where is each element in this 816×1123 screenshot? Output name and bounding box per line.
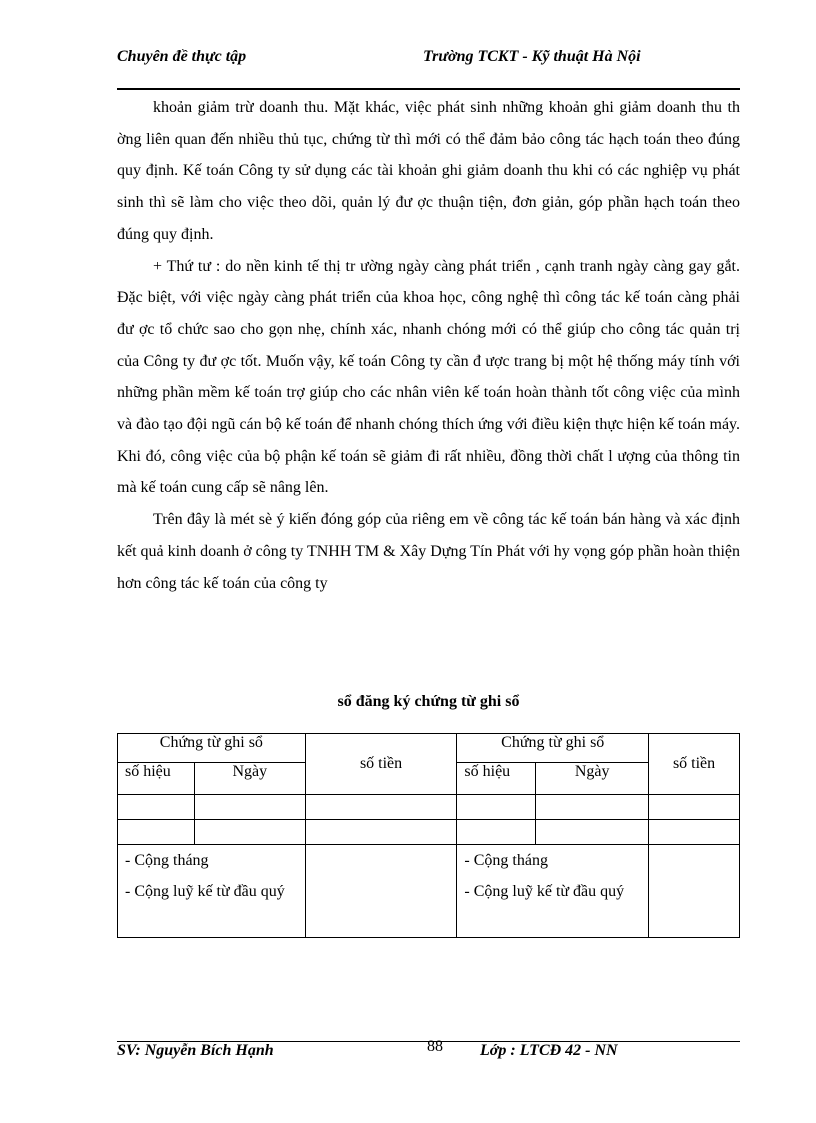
paragraph-3: Trên đây là mét sè ý kiến đóng góp của riêng em về công tác kế toán bán hàng và xác định kết quả kinh doanh ở công ty TNHH TM & Xây Dựng Tín Phát với hy vọng góp phần hoàn thiện hơn công tác kế toán của công ty	[117, 511, 740, 592]
page-footer	[117, 1038, 740, 1068]
header-divider	[117, 88, 740, 90]
table-cell	[649, 795, 740, 820]
cumulative-total-label: - Cộng luỹ kế từ đầu quý	[464, 883, 625, 900]
footer-student-name: SV: Nguyễn Bích Hạnh	[117, 1042, 274, 1059]
register-table	[117, 733, 740, 938]
date-header-left: Ngày	[194, 763, 305, 795]
summary-cell-right	[457, 845, 649, 938]
monthly-total-label: - Cộng tháng	[125, 852, 209, 869]
table-header-row	[118, 734, 740, 763]
group-header-right: Chứng từ ghi sổ	[457, 734, 649, 763]
table-cell	[649, 820, 740, 845]
summary-cell-left	[118, 845, 306, 938]
summary-row	[118, 845, 740, 938]
page-number: 88	[427, 1038, 443, 1055]
table-cell	[118, 795, 195, 820]
group-header-left: Chứng từ ghi sổ	[118, 734, 306, 763]
table-cell	[457, 820, 536, 845]
register-table-title: sổ đăng ký chứng từ ghi sổ	[337, 693, 520, 710]
date-header-right: Ngày	[536, 763, 649, 795]
header-school-name: Trường TCKT - Kỹ thuật Hà Nội	[423, 48, 641, 65]
amount-header-left: số tiền	[305, 734, 457, 795]
paragraph-2: + Thứ tư : do nền kinh tế thị tr ường ngày càng phát triển , cạnh tranh ngày càng gay gắt. Đặc biệt, với việc ngày càng phát triển của khoa học, công nghệ thì công tác kế toán càng phải đư ợc tổ chức sao cho gọn nhẹ, chính xác, nhanh chóng mới có thể giúp cho công tác quản trị của Công ty đư ợc tốt. Muốn vậy, kế toán Công ty cần đ ược trang bị một hệ thống máy tính với những phần mềm kế toán trợ giúp cho các nhân viên kế toán hoàn thành tốt công việc của mình và đào tạo đội ngũ cán bộ kế toán để nhanh chóng thích ứng với điều kiện thực hiện kế toán máy. Khi đó, công việc của bộ phận kế toán sẽ giảm đi rất nhiều, đồng thời chất l ượng của thông tin mà kế toán cung cấp sẽ nâng lên.	[117, 257, 740, 497]
table-cell	[194, 795, 305, 820]
body-text	[117, 92, 740, 599]
summary-amount-left	[305, 845, 457, 938]
summary-amount-right	[649, 845, 740, 938]
table-cell	[118, 820, 195, 845]
table-cell	[194, 820, 305, 845]
footer-class-name: Lớp : LTCĐ 42 - NN	[480, 1042, 618, 1059]
number-header-right: số hiệu	[457, 763, 536, 795]
header-report-title: Chuyên đề thực tập	[117, 48, 247, 65]
table-row	[118, 820, 740, 845]
table-cell	[305, 795, 457, 820]
table-cell	[305, 820, 457, 845]
cumulative-total-label: - Cộng luỹ kế từ đầu quý	[125, 883, 285, 900]
table-cell	[536, 795, 649, 820]
table-row	[118, 795, 740, 820]
monthly-total-label: - Cộng tháng	[464, 852, 548, 869]
paragraph-1: khoản giảm trừ doanh thu. Mặt khác, việc phát sinh những khoản ghi giảm doanh thu th ờng liên quan đến nhiều thủ tục, chứng từ thì mới có thể đảm bảo công tác hạch toán theo đúng quy định. Kế toán Công ty sử dụng các tài khoản ghi giảm doanh thu khi có các nghiệp vụ phát sinh thì sẽ làm cho việc theo dõi, quản lý đư ợc thuận tiện, đơn giản, góp phần hạch toán theo đúng quy định.	[117, 99, 740, 243]
amount-header-right: số tiền	[649, 734, 740, 795]
page-header	[117, 48, 740, 74]
table-cell	[536, 820, 649, 845]
table-cell	[457, 795, 536, 820]
number-header-left: số hiệu	[118, 763, 195, 795]
